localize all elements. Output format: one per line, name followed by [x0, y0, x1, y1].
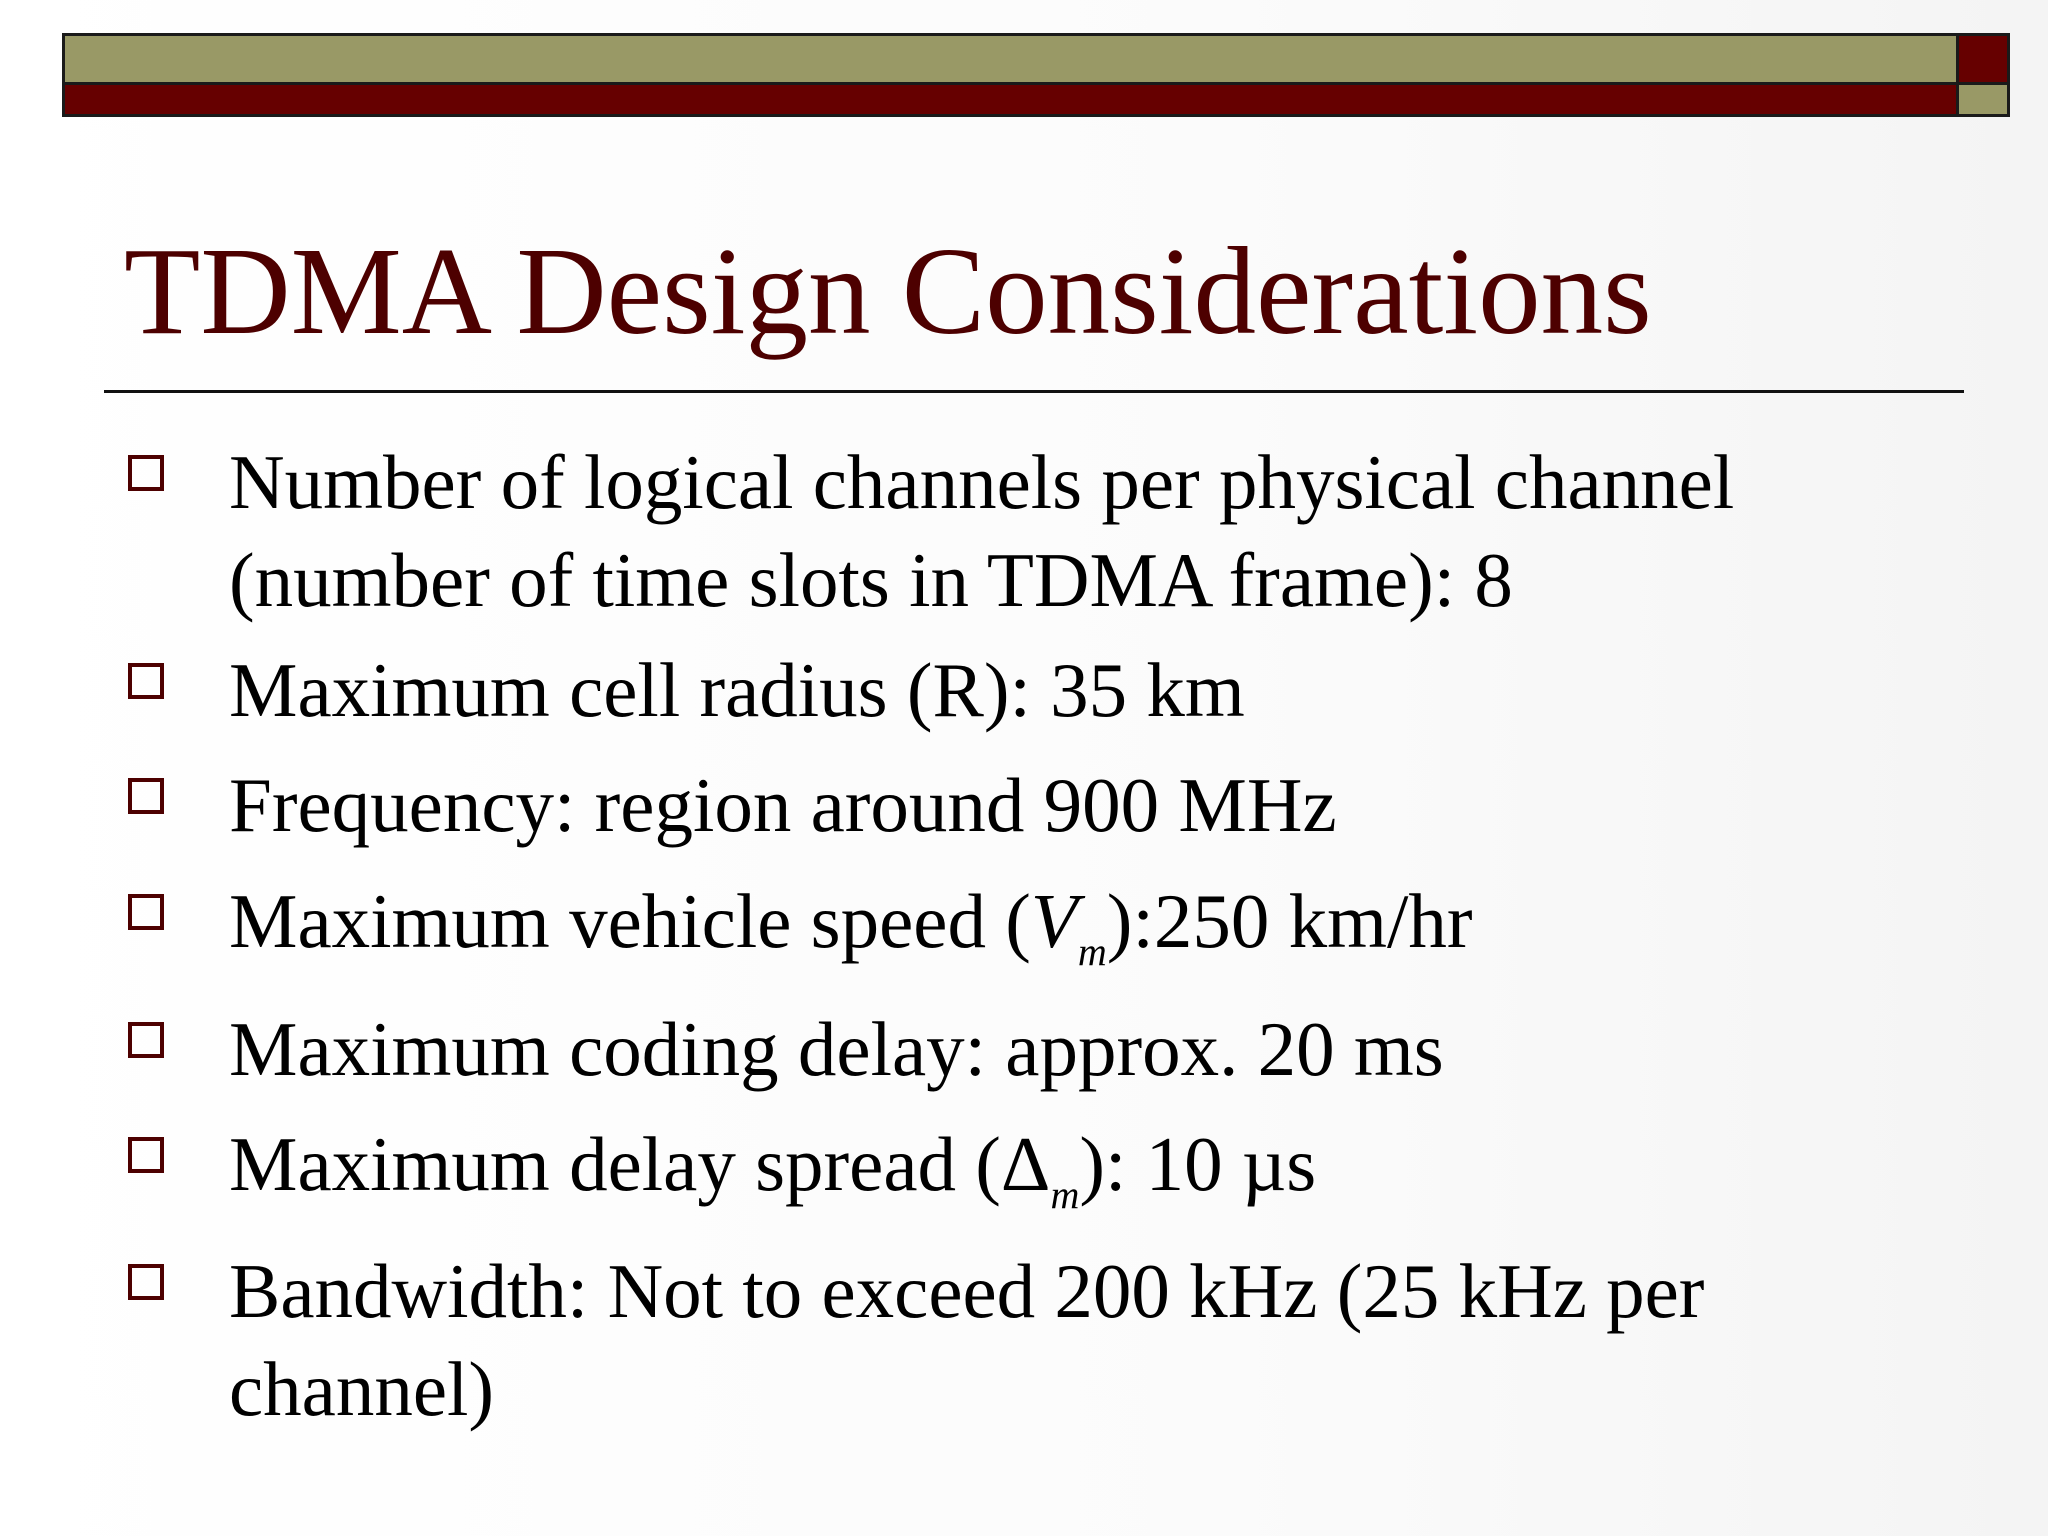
- title-divider: [104, 390, 1964, 393]
- bullet-text-after: ):250 km/hr: [1106, 878, 1473, 964]
- bullet-text-line: Bandwidth: Not to exceed 200 kHz (25 kHz per: [229, 1248, 1705, 1334]
- bullet-text-line: Number of logical channels per physical channel: [229, 439, 1735, 525]
- bullet-text: Maximum coding delay: approx. 20 ms: [229, 1006, 1444, 1092]
- header-bar-maroon: [62, 85, 1959, 117]
- bullet-text: Maximum cell radius (R): 35 km: [229, 647, 1245, 733]
- velocity-symbol: V: [1030, 878, 1078, 964]
- bullet-text: [229, 1242, 1929, 1438]
- delta-symbol: Δ: [1000, 1121, 1051, 1207]
- bullet-text-line: (number of time slots in TDMA frame): 8: [229, 537, 1513, 623]
- bullet-text: [229, 433, 1929, 629]
- bullet-text-after: ): 10 µs: [1079, 1121, 1317, 1207]
- bullet-text-line: channel): [229, 1346, 495, 1432]
- square-bullet-icon: [128, 1264, 164, 1300]
- square-bullet-icon: [128, 1022, 164, 1058]
- square-bullet-icon: [128, 1137, 164, 1173]
- velocity-subscript: m: [1077, 929, 1107, 974]
- header-corner-maroon: [1959, 33, 2010, 85]
- header-corner-olive: [1959, 85, 2010, 117]
- bullet-text: [229, 872, 1929, 974]
- bullet-text-before: Maximum vehicle speed (: [229, 878, 1031, 964]
- square-bullet-icon: [128, 455, 164, 491]
- slide-title: TDMA Design Considerations: [124, 223, 1652, 361]
- bullet-text-before: Maximum delay spread (: [229, 1121, 1001, 1207]
- delta-subscript: m: [1050, 1172, 1080, 1217]
- square-bullet-icon: [128, 663, 164, 699]
- bullet-text: Frequency: region around 900 MHz: [229, 762, 1337, 848]
- square-bullet-icon: [128, 778, 164, 814]
- bullet-text: [229, 1115, 1929, 1217]
- square-bullet-icon: [128, 894, 164, 930]
- header-bar-olive: [62, 33, 1959, 85]
